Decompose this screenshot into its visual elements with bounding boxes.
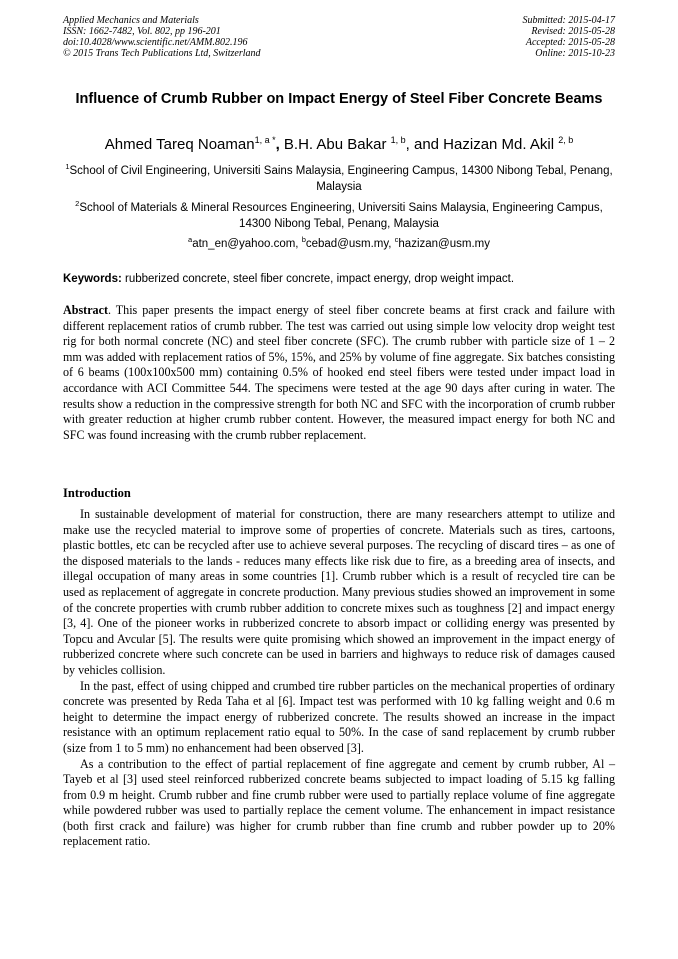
affiliation-1-mark: 1 xyxy=(65,162,70,171)
affiliation-1-text: School of Civil Engineering, Universiti Sains Malaysia, Engineering Campus, 14300 Nibong Tebal, Penang, Malaysia xyxy=(69,165,613,193)
revised-date: Revised: 2015-05-28 xyxy=(531,26,615,37)
email-a[interactable]: atn_en@yahoo.com, xyxy=(192,238,302,250)
online-date: Online: 2015-10-23 xyxy=(535,48,615,59)
intro-paragraph-1: In sustainable development of material for construction, there are many researchers attempt to utilize and make use the recycled material to improve some of properties of concrete. Materials such as tires, cartoons, plastic bottles, etc can be recycled after use to achieve several purposes. The recycling of discard tires – as one of the disposed materials to the lands - reduces many effects like risk due to fire, as a breeding area of insects, and illegal occupation of many areas in some countries [1]. Crumb rubber which is a result of recycled tire can be used as replacement of aggregate in concrete production. Many previous studies showed an improvement in some of the concrete properties with crumb rubber addition to concrete mixes such as toughness [2] and impact energy [3, 4]. One of the pioneer works in rubberized concrete to absorb impact or colliding energy was presented by Topcu and Avcular [5]. The results were quite promising which showed an improvement in the impact energy of rubberized concrete where such concrete can be used in barriers and highways to reduce risk of damages caused by vehicles collision. xyxy=(63,507,615,677)
author-1-affil: 1, a * xyxy=(254,135,276,145)
introduction-heading: Introduction xyxy=(63,486,131,500)
affiliation-2 xyxy=(63,201,615,232)
author-1: Ahmed Tareq Noaman xyxy=(104,136,255,153)
journal-name: Applied Mechanics and Materials xyxy=(63,15,199,26)
email-b-mark: b xyxy=(301,235,306,244)
paper-title: Influence of Crumb Rubber on Impact Energy of Steel Fiber Concrete Beams xyxy=(75,91,603,107)
affiliation-1 xyxy=(63,164,615,195)
intro-paragraph-3: As a contribution to the effect of partial replacement of fine aggregate and cement by crumb rubber, Al – Tayeb et al [3] used steel reinforced rubberized concrete beams subjected to impact loading of 5.15 kg falling from 0.9 m height. Crumb rubber and fine crumb rubber were used to partially replace volume of fine aggregate while powdered rubber was used to partially replace the cement volume. The enhancement in impact resistance (both first crack and failure) was higher for crumb rubber than fine crumb and rubber powder up to 20% replacement ratio. xyxy=(63,756,615,849)
author-2-affil: 1, b xyxy=(390,135,406,145)
accepted-date: Accepted: 2015-05-28 xyxy=(525,37,615,48)
email-a-mark: a xyxy=(188,235,193,244)
journal-info xyxy=(63,15,261,59)
author-list xyxy=(40,135,638,155)
issn-line: ISSN: 1662-7482, Vol. 802, pp 196-201 xyxy=(63,26,221,37)
email-c[interactable]: hazizan@usm.my xyxy=(398,238,490,250)
keywords-label: Keywords: xyxy=(63,273,122,285)
abstract xyxy=(63,303,615,443)
intro-paragraph-2: In the past, effect of using chipped and crumbed tire rubber particles on the mechanical properties of ordinary concrete was presented by Reda Taha et al [6]. Impact test was performed with 10 kg falling weight and 0.6 m height to determine the impact energy of rubberized concrete. The results showed an increase in the impact resistance with an optimum replacement ratio equal to 50%. In the case of sand replacement by crumb rubber (size from 1 to 5 mm) no enhancement had been observed [3]. xyxy=(63,678,615,755)
affiliation-2-text: School of Materials & Mineral Resources Engineering, Universiti Sains Malaysia, Engineering Campus, 14300 Nibong Tebal, Penang, Malaysia xyxy=(79,202,603,230)
author-emails xyxy=(63,237,615,253)
keywords xyxy=(63,272,615,287)
author-separator: , xyxy=(275,136,280,153)
keywords-text: rubberized concrete, steel fiber concrete, impact energy, drop weight impact. xyxy=(121,273,515,285)
submitted-date: Submitted: 2015-04-17 xyxy=(522,15,615,26)
affiliation-2-mark: 2 xyxy=(75,199,80,208)
author-3-affil: 2, b xyxy=(558,135,574,145)
doi-line: doi:10.4028/www.scientific.net/AMM.802.196 xyxy=(63,37,248,48)
introduction-body xyxy=(63,507,615,850)
publication-dates xyxy=(523,15,616,59)
abstract-text: . This paper presents the impact energy of steel fiber concrete beams at first crack and failure with different replacement ratios of crumb rubber. The test was carried out using simple low velocity drop weight test rig for both normal concrete (NC) and steel fiber concrete (SFC). The crumb rubber with particle size of 1 – 2 mm was added with replacement ratios of 5%, 15%, and 25% by volume of fine aggregate. Six batches consisting of 6 beams (100x100x500 mm) containing 0.5% of hooked end steel fibers were tested under impact load in accordance with ACI Committee 544. The specimens were tested at the age 90 days after curing in water. The results show a reduction in the compressive strength for both NC and SFC with the incorporation of crumb rubber with greater reduction at higher crumb rubber content. However, the measured impact energy for both NC and SFC was found increasing with the crumb rubber replacement. xyxy=(63,303,615,442)
abstract-label: Abstract xyxy=(63,303,109,317)
email-c-mark: c xyxy=(394,235,399,244)
copyright-line: © 2015 Trans Tech Publications Ltd, Switzerland xyxy=(63,48,261,59)
author-3: , and Hazizan Md. Akil xyxy=(405,136,559,153)
email-b[interactable]: cebad@usm.my, xyxy=(305,238,395,250)
author-2: B.H. Abu Bakar xyxy=(279,136,391,153)
